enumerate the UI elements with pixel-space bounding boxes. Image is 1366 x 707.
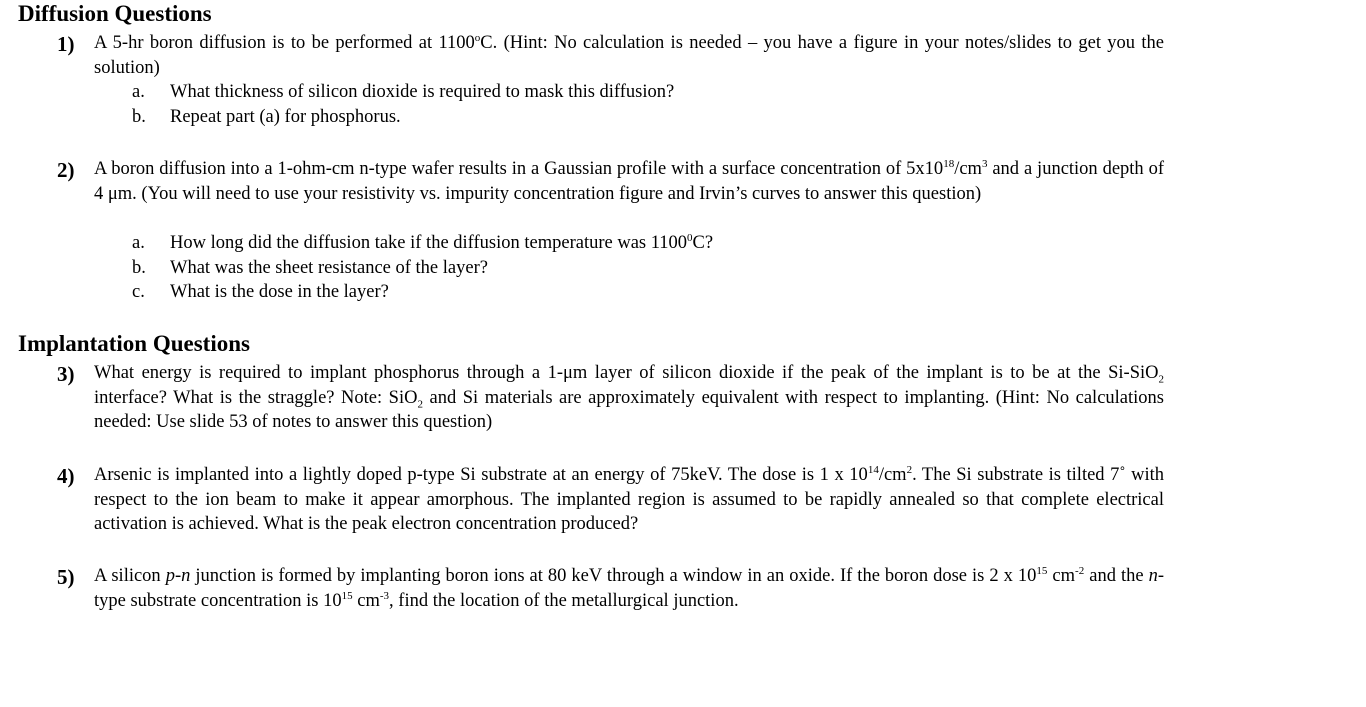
question-2-text [94,157,1164,206]
q5-conc-unit-sup: -3 [379,589,390,602]
question-3-number: 3) [57,362,75,386]
q3-text-a: What energy is required to implant phosphorus through a 1-μm layer of silicon dioxide if the peak of the implant is to be at the Si-SiO [94,363,1159,383]
question-2-number: 2) [57,158,75,182]
q2-part-b-text: What was the sheet resistance of the layer? [170,258,488,278]
q1-degree-sup: o [474,31,481,44]
q3-text-b: interface? What is the straggle? Note: SiO [94,387,418,408]
q1-part-b-text: Repeat part (a) for phosphorus. [170,107,401,127]
q2-part-c-text: What is the dose in the layer? [170,282,389,302]
question-2-part-b [0,256,1366,281]
question-1-number: 1) [57,32,75,56]
question-1-part-a [0,80,1366,105]
q2-text-a: A boron diffusion into a 1-ohm-cm n-type wafer results in a Gaussian profile with a surface concentration of 5x10 [94,159,944,179]
q2-text-b: /cm [954,159,982,179]
q3-sub-2: 2 [417,398,423,411]
question-4-number: 4) [57,464,75,488]
q4-square-sup: 2 [906,463,913,476]
q2-part-a-text-a: How long did the diffusion take if the diffusion temperature was 1100 [170,233,688,253]
q3-text-c: and Si materials are approximately equivalent with respect to implanting. (Hint: No calculations needed: Use slide 53 of notes to answer this question) [94,387,1164,433]
question-5-number: 5) [57,565,75,589]
q1-text-b: C. (Hint: No calculation is needed – you have a figure in your notes/slides to get you the solution) [94,33,1164,78]
q4-text-c: . The Si substrate is tilted 7˚ with respect to the ion beam to make it appear amorphous. The implanted region is assumed to be rapidly annealed so that complete electrical activation is achieved. What is the peak electron concentration produced? [94,465,1165,535]
question-4-text [94,463,1164,537]
question-2-part-a [0,231,1366,256]
q2-cube-sup: 3 [981,157,988,170]
q2-part-a-text-b: C? [692,233,714,253]
q1-part-a-text: What thickness of silicon dioxide is required to mask this diffusion? [170,82,675,102]
implantation-heading: Implantation Questions [18,331,250,356]
q5-text-b: junction is formed by implanting boron ions at 80 keV through a window in an oxide. If the boron dose is 2 x 10 [190,566,1037,586]
q5-italic-n: n [1148,566,1158,586]
q4-text-a: Arsenic is implanted into a lightly doped p-type Si substrate at an energy of 75keV. The dose is 1 x 10 [94,465,868,485]
q2-part-a-degree-sup: 0 [687,231,693,244]
diffusion-heading: Diffusion Questions [18,1,212,26]
q1-part-b-letter: b. [132,107,146,127]
q5-text-d: and the [1084,566,1149,586]
q5-italic-pn: p-n [165,566,191,586]
q2-part-b-letter: b. [132,258,146,278]
question-1-part-b [0,105,1366,130]
question-2-part-c [0,280,1366,305]
q4-exp-sup: 14 [867,463,879,476]
q5-text-e: -type substrate concentration is 10 [94,566,1164,611]
q2-part-a-text [170,231,713,256]
q5-dose-exp-sup: 15 [1036,564,1048,577]
q3-sub-1: 2 [1158,373,1164,386]
q1-part-a-letter: a. [132,82,145,102]
question-3-text [94,361,1164,435]
q5-dose-unit-sup: -2 [1075,564,1085,577]
q2-part-a-letter: a. [132,233,145,253]
q4-text-b: /cm [878,465,907,485]
q2-text-c: and a junction depth of 4 μm. (You will need to use your resistivity vs. impurity concentration figure and Irvin’s curves to answer this question) [94,159,1164,204]
q5-text-c: cm [1047,566,1076,586]
q1-text-a: A 5-hr boron diffusion is to be performed at 1100 [94,33,475,53]
q2-part-c-letter: c. [132,282,145,302]
question-1-text [94,31,1164,80]
question-5-text [94,564,1164,613]
q5-text-g: , find the location of the metallurgical junction. [389,590,739,611]
q5-conc-exp-sup: 15 [341,589,353,602]
q2-exp-sup: 18 [943,157,955,170]
q5-text-a: A silicon [94,566,166,586]
q5-text-f: cm [352,590,380,611]
